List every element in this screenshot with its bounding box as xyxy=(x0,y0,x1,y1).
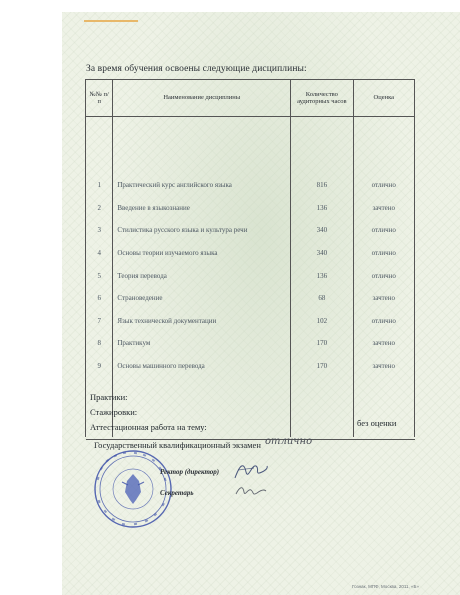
discipline-name: Стилистика русского языка и культура речи xyxy=(117,226,248,235)
column-hours xyxy=(291,117,353,438)
row-hours: 136 xyxy=(316,203,328,212)
row-number: 4 xyxy=(97,249,101,258)
row-hours: 102 xyxy=(316,316,328,325)
row-number: 1 xyxy=(97,181,101,190)
practice-label: Практики: xyxy=(90,392,128,402)
top-highlight-mark xyxy=(84,20,138,22)
header-hours: Количество аудиторных часов xyxy=(291,80,353,117)
row-hours: 816 xyxy=(316,181,328,190)
disciplines-table xyxy=(85,79,415,440)
column-number xyxy=(86,117,113,438)
discipline-name: Основы теории изучаемого языка xyxy=(117,249,218,258)
row-number: 7 xyxy=(97,316,101,325)
row-grade: зачтено xyxy=(372,339,396,348)
row-grade: зачтено xyxy=(372,362,396,371)
row-number: 3 xyxy=(97,226,101,235)
discipline-name: Страноведение xyxy=(117,294,163,303)
header-number: №№ п/п xyxy=(86,80,113,117)
row-hours: 340 xyxy=(316,226,328,235)
secretary-signature xyxy=(234,482,268,500)
attestation-label: Аттестационная работа на тему: xyxy=(90,422,207,432)
column-name xyxy=(113,117,291,438)
row-grade: отлично xyxy=(371,226,396,235)
row-hours: 170 xyxy=(316,362,328,371)
row-hours: 68 xyxy=(318,294,326,303)
discipline-name: Практикум xyxy=(117,339,151,348)
row-number: 2 xyxy=(97,203,101,212)
row-hours: 136 xyxy=(316,271,328,280)
row-hours: 170 xyxy=(316,339,328,348)
state-exam-grade: отлично xyxy=(265,436,313,447)
row-grade: отлично xyxy=(371,249,396,258)
header-name: Наименование дисциплины xyxy=(113,80,291,117)
discipline-name: Язык технической документации xyxy=(117,316,217,325)
state-exam-label: Государственный квалификационный экзамен xyxy=(94,440,261,450)
discipline-name: Теория перевода xyxy=(117,271,167,280)
row-number: 6 xyxy=(97,294,101,303)
discipline-name: Практический курс английского языка xyxy=(117,181,232,190)
row-grade: отлично xyxy=(371,271,396,280)
header-grade: Оценка xyxy=(353,80,414,117)
row-grade: отлично xyxy=(371,181,396,190)
table-header-row xyxy=(86,80,415,117)
rector-label: Ректор (директор) xyxy=(160,468,220,476)
attestation-grade: без оценки xyxy=(357,418,397,428)
rector-signature xyxy=(232,458,270,484)
row-number: 8 xyxy=(97,339,101,348)
footer-block xyxy=(90,390,207,435)
row-grade: зачтено xyxy=(372,203,396,212)
row-number: 5 xyxy=(97,271,101,280)
discipline-name: Основы машинного перевода xyxy=(117,362,205,371)
row-hours: 340 xyxy=(316,249,328,258)
column-grade xyxy=(353,117,414,438)
internships-label: Стажировки: xyxy=(90,407,138,417)
printer-mark: Гознак, МПФ, Москва, 2011, «Б» xyxy=(352,584,420,589)
discipline-name: Введение в языкознание xyxy=(117,203,190,212)
page-heading: За время обучения освоены следующие дисциплины: xyxy=(86,64,307,74)
row-grade: зачтено xyxy=(372,294,396,303)
secretary-label: Секретарь xyxy=(160,489,194,497)
row-number: 9 xyxy=(97,362,101,371)
row-grade: отлично xyxy=(371,316,396,325)
